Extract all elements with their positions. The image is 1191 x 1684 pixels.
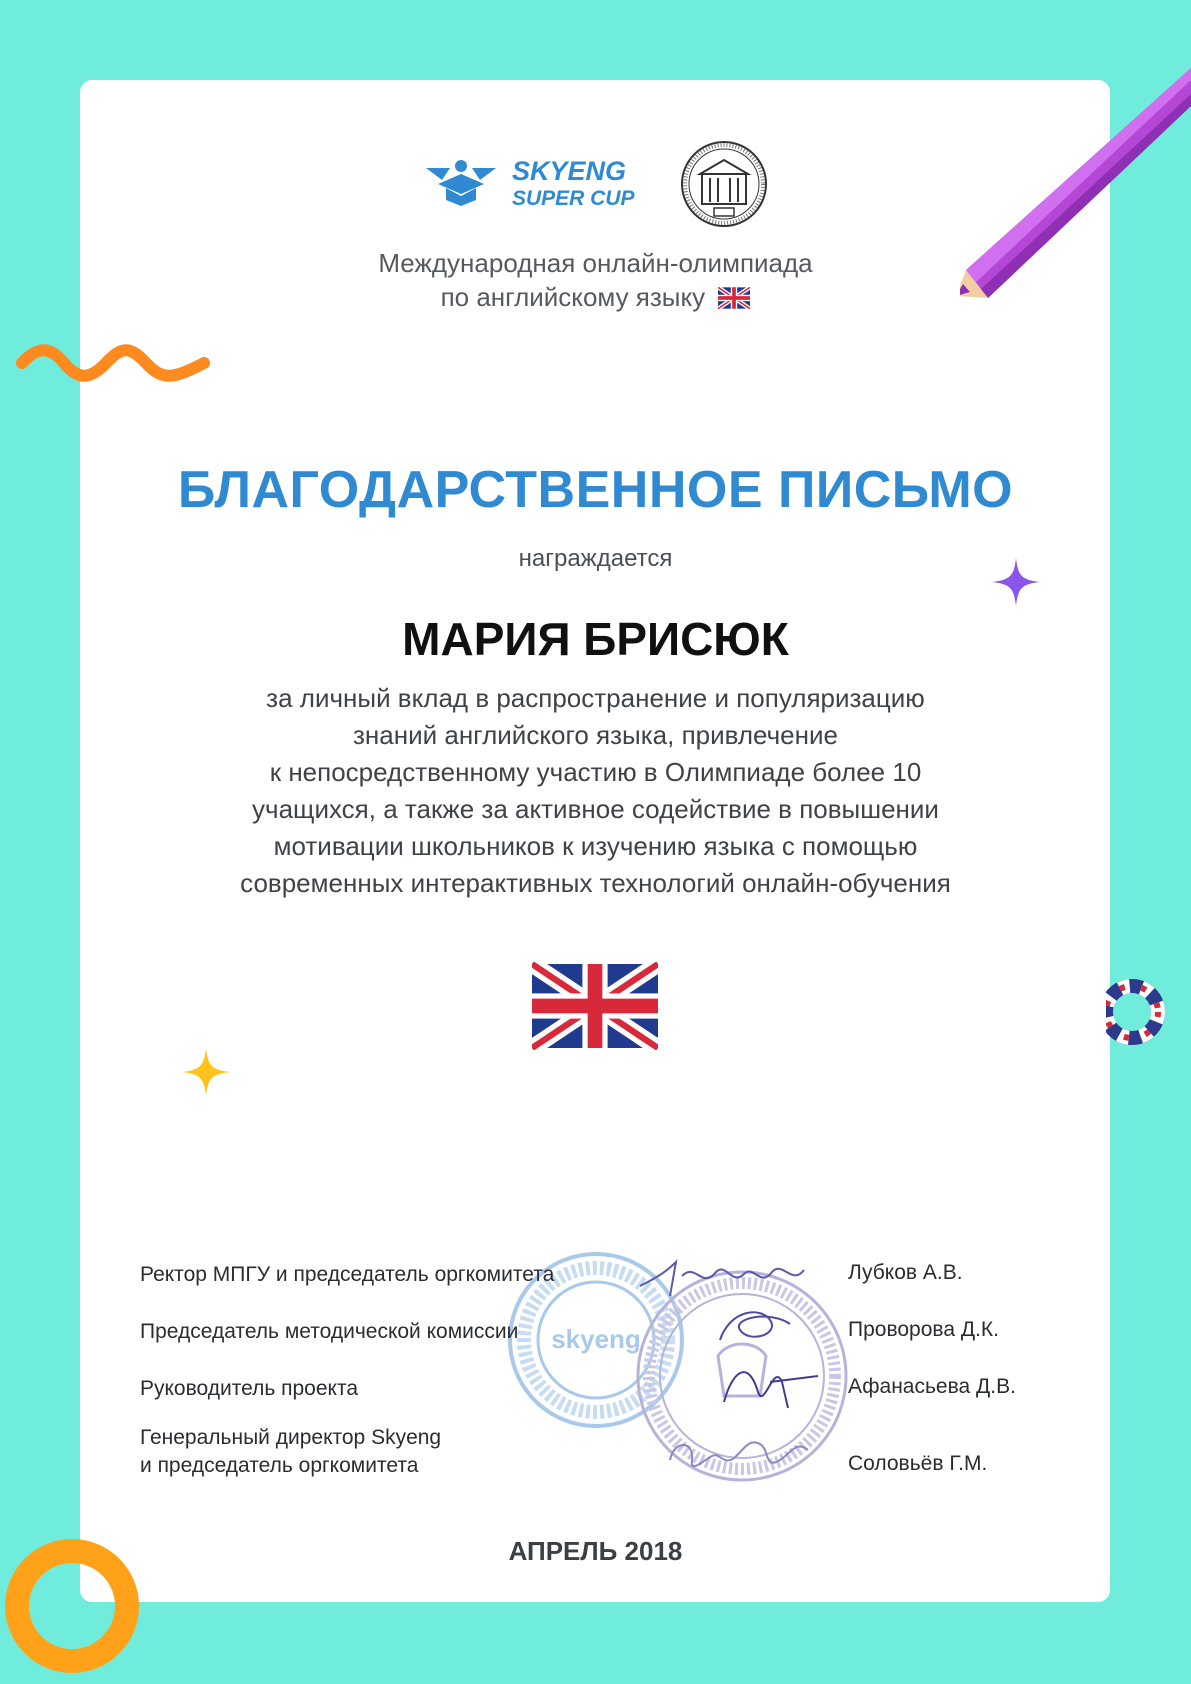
reason-line: современных интерактивных технологий онлайн-обучения bbox=[240, 868, 951, 898]
squiggle-decoration bbox=[16, 340, 212, 386]
reason-line: мотивации школьников к изучению языка с помощью bbox=[273, 831, 918, 861]
skyeng-logo-icon bbox=[424, 158, 498, 206]
mpgu-emblem-icon bbox=[680, 140, 768, 228]
signature-provorova bbox=[710, 1300, 800, 1360]
signatory-name: Лубков А.В. bbox=[848, 1261, 963, 1284]
sparkle-yellow-icon bbox=[180, 1046, 232, 1098]
logo-line-1: SKYENG bbox=[512, 156, 627, 186]
signatory-role-line-2: и председатель оргкомитета bbox=[140, 1454, 419, 1477]
reason-line: учащихся, а также за активное содействие в повышении bbox=[252, 794, 939, 824]
stamp-text: skyeng bbox=[551, 1324, 641, 1354]
issue-date: АПРЕЛЬ 2018 bbox=[508, 1536, 683, 1566]
subtitle-line-1: Международная онлайн-олимпиада bbox=[378, 248, 813, 278]
uk-flag-icon bbox=[532, 962, 658, 1050]
logo-line-2: SUPER CUP bbox=[512, 187, 635, 210]
signature-afanasyeva bbox=[718, 1352, 828, 1418]
olympiad-subtitle bbox=[0, 246, 1191, 314]
signatory-name: Соловьёв Г.М. bbox=[848, 1452, 988, 1475]
reason-line: знаний английского языка, привлечение bbox=[353, 720, 838, 750]
skyeng-logo-text bbox=[512, 157, 635, 213]
signatory-role bbox=[140, 1424, 441, 1480]
subtitle-line-2-text: по английскому языку bbox=[440, 282, 706, 312]
uk-flag-small-icon bbox=[718, 287, 750, 309]
awarded-label: награждается bbox=[518, 545, 673, 572]
certificate-title: БЛАГОДАРСТВЕННОЕ ПИСЬМО bbox=[177, 461, 1014, 519]
flag-ring-decoration bbox=[1106, 972, 1166, 1052]
signatory-name: Афанасьева Д.В. bbox=[848, 1375, 1016, 1398]
signatory-role: Ректор МПГУ и председатель оргкомитета bbox=[140, 1263, 555, 1286]
signatory-name: Проворова Д.К. bbox=[848, 1318, 999, 1341]
recipient-name: МАРИЯ БРИСЮК bbox=[402, 613, 789, 665]
signatory-role: Руководитель проекта bbox=[140, 1377, 359, 1400]
reason-line: за личный вклад в распространение и популяризацию bbox=[266, 683, 925, 713]
reason-line: к непосредственному участию в Олимпиаде более 10 bbox=[269, 757, 922, 787]
signature-lubkov bbox=[636, 1252, 816, 1302]
signature-solovyev bbox=[664, 1430, 814, 1480]
award-reason bbox=[0, 680, 1191, 902]
signatory-role: Председатель методической комиссии bbox=[140, 1320, 519, 1343]
subtitle-line-2 bbox=[0, 280, 1191, 314]
signatory-role-line-1: Генеральный директор Skyeng bbox=[140, 1426, 442, 1449]
orange-ring-decoration bbox=[0, 1496, 140, 1684]
